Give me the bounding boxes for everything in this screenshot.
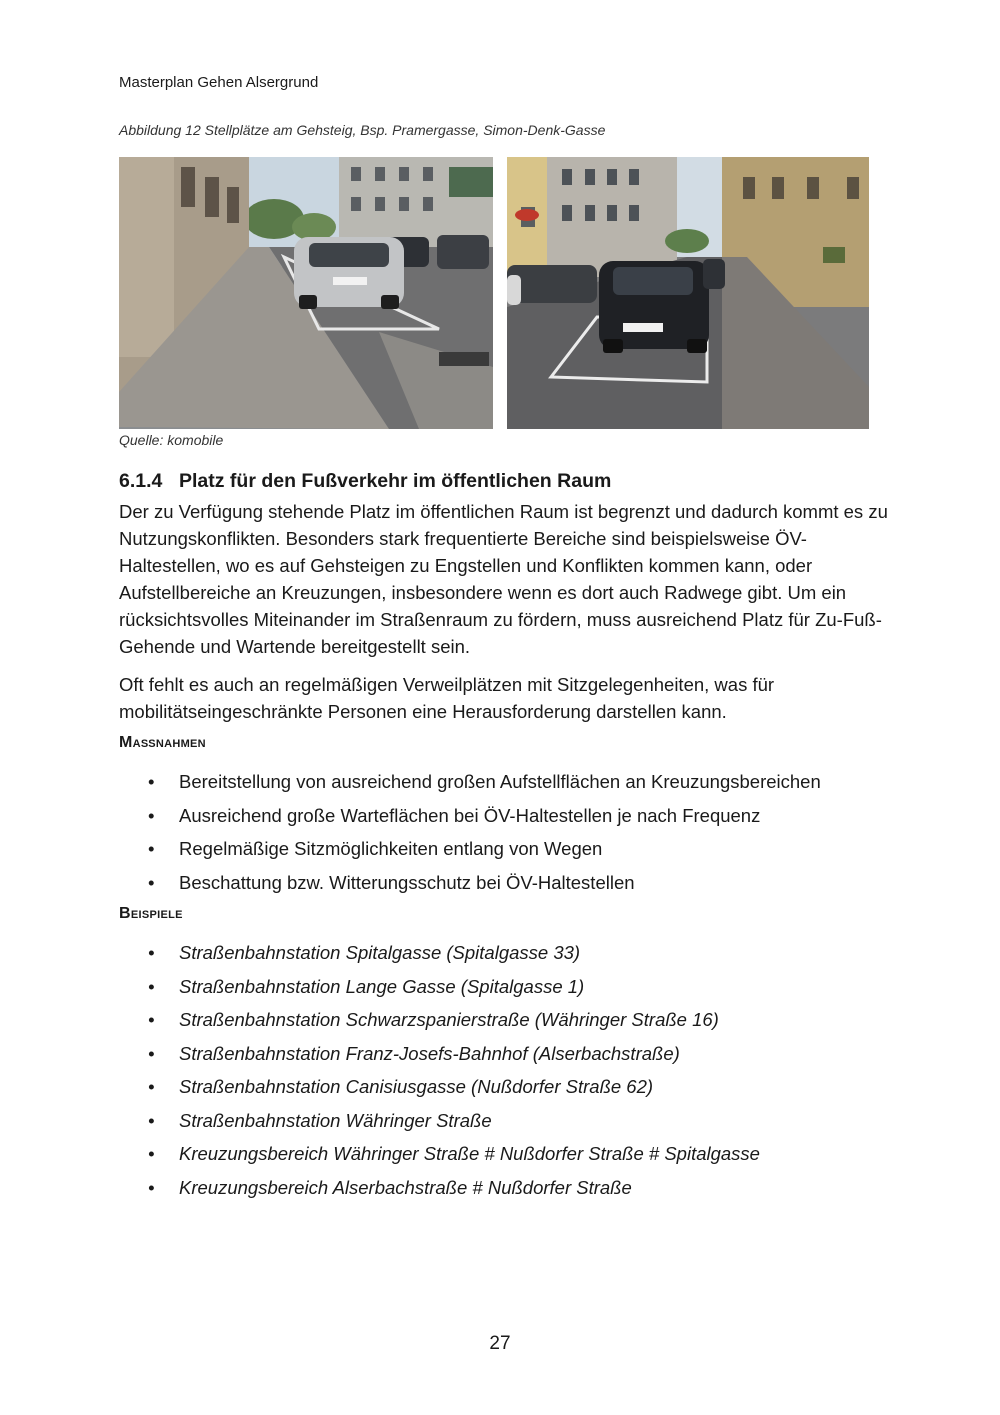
list-item [119, 1006, 899, 1040]
list-item-text: Ausreichend große Warteflächen bei ÖV-Haltestellen je nach Frequenz [179, 804, 761, 826]
section-title: Platz für den Fußverkehr im öffentlichen Raum [179, 470, 612, 492]
list-item [119, 1174, 899, 1208]
list-item-text: Straßenbahnstation Lange Gasse (Spitalgasse 1) [179, 975, 585, 997]
list-item [119, 1107, 899, 1141]
list-item-text: Straßenbahnstation Canisiusgasse (Nußdorfer Straße 62) [179, 1076, 654, 1097]
list-item-text: Regelmäßige Sitzmöglichkeiten entlang von Wegen [179, 838, 603, 859]
beispiele-label: Beispiele [119, 905, 183, 922]
list-item [119, 768, 899, 802]
list-item [119, 1140, 899, 1174]
list-item-text: Straßenbahnstation Währinger Straße [179, 1109, 492, 1131]
list-item-text: Kreuzungsbereich Alserbachstraße # Nußdorfer Straße [179, 1176, 632, 1198]
figure-caption: Abbildung 12 Stellplätze am Gehsteig, Bsp. Pramergasse, Simon-Denk-Gasse [119, 122, 606, 138]
photo-pramergasse-illustration [119, 157, 493, 429]
bullet-icon: • [148, 942, 155, 963]
massnahmen-label: Maßnahmen [119, 734, 206, 751]
bullet-icon: • [148, 804, 155, 826]
beispiele-list [119, 939, 899, 1207]
list-item [119, 973, 899, 1007]
list-item-text: Kreuzungsbereich Währinger Straße # Nußdorfer Straße # Spitalgasse [179, 1143, 760, 1164]
figure-source: Quelle: komobile [119, 432, 224, 448]
bullet-icon: • [148, 838, 155, 859]
bullet-icon: • [148, 1009, 155, 1030]
bullet-icon: • [148, 1109, 155, 1131]
list-item-text: Bereitstellung von ausreichend großen Aufstellflächen an Kreuzungsbereichen [179, 771, 821, 792]
list-item [119, 1040, 899, 1074]
bullet-icon: • [148, 975, 155, 997]
bullet-icon: • [148, 1076, 155, 1097]
list-item-text: Straßenbahnstation Spitalgasse (Spitalgasse 33) [179, 942, 581, 963]
section-heading [119, 470, 611, 493]
list-item-text: Straßenbahnstation Schwarzspanierstraße (Währinger Straße 16) [179, 1009, 719, 1030]
list-item [119, 939, 899, 973]
list-item-text: Straßenbahnstation Franz-Josefs-Bahnhof (Alserbachstraße) [179, 1042, 680, 1064]
photo-pramergasse [119, 157, 493, 429]
list-item [119, 1073, 899, 1107]
section-number: 6.1.4 [119, 470, 163, 492]
bullet-icon: • [148, 871, 155, 893]
list-item [119, 835, 899, 869]
list-item [119, 869, 899, 903]
photo-simon-denk-gasse-illustration [507, 157, 869, 429]
massnahmen-list [119, 768, 899, 902]
list-item [119, 802, 899, 836]
bullet-icon: • [148, 771, 155, 792]
bullet-icon: • [148, 1042, 155, 1064]
bullet-icon: • [148, 1176, 155, 1198]
list-item-text: Beschattung bzw. Witterungsschutz bei ÖV-Haltestellen [179, 871, 635, 893]
page-number: 27 [489, 1333, 511, 1354]
paragraph-1: Der zu Verfügung stehende Platz im öffentlichen Raum ist begrenzt und dadurch kommt es zu Nutzungskonflikten. Besonders stark frequentierte Bereiche sind beispielsweise ÖV-Haltestellen, wo es auf Gehsteigen zu Engstellen und Konflikten kommen kann, oder Aufstellbereiche an Kreuzungen, insbesondere wenn es dort auch Radwege gibt. Um ein rücksichtsvolles Miteinander im Straßenraum zu fördern, muss ausreichend Platz für Zu-Fuß-Gehende und Wartende bereitgestellt sein. [119, 501, 888, 657]
paragraph-2: Oft fehlt es auch an regelmäßigen Verweilplätzen mit Sitzgelegenheiten, was für mobilitätseingeschränkte Personen eine Herausforderung darstellen kann. [119, 674, 775, 722]
bullet-icon: • [148, 1143, 155, 1164]
running-header: Masterplan Gehen Alsergrund [119, 74, 319, 91]
photo-simon-denk-gasse [507, 157, 869, 429]
